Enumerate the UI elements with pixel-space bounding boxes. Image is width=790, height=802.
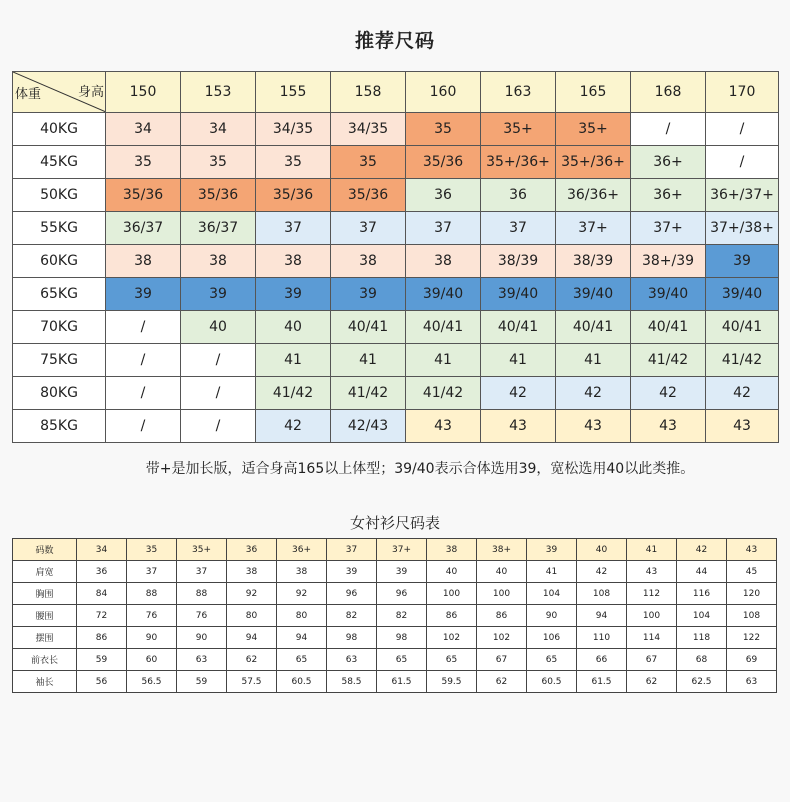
weight-label-cell: 40KG	[13, 113, 106, 146]
measure-value-cell: 94	[227, 627, 277, 649]
height-header-row	[13, 72, 779, 113]
measure-label-cell: 腰围	[13, 605, 77, 627]
shirt-measure-row	[13, 627, 777, 649]
measure-value-cell: 68	[677, 649, 727, 671]
size-cell: 39/40	[631, 278, 706, 311]
height-header-cell: 170	[706, 72, 779, 113]
measure-label-cell: 前衣长	[13, 649, 77, 671]
measure-value-cell: 38	[277, 561, 327, 583]
measure-value-cell: 94	[577, 605, 627, 627]
size-cell: 40	[181, 311, 256, 344]
size-cell: 39	[181, 278, 256, 311]
size-cell: 41/42	[331, 377, 406, 410]
weight-label-cell: 60KG	[13, 245, 106, 278]
measure-value-cell: 92	[227, 583, 277, 605]
shirt-header-cell: 34	[77, 539, 127, 561]
size-cell: 42	[706, 377, 779, 410]
measure-value-cell: 108	[577, 583, 627, 605]
size-cell: /	[181, 410, 256, 443]
size-cell: 36+/37+	[706, 179, 779, 212]
shirt-header-row	[13, 539, 777, 561]
size-cell: 41	[256, 344, 331, 377]
shirt-measure-row	[13, 583, 777, 605]
measure-value-cell: 118	[677, 627, 727, 649]
shirt-header-cell: 38	[427, 539, 477, 561]
size-cell: 39/40	[706, 278, 779, 311]
weight-label-cell: 70KG	[13, 311, 106, 344]
measure-value-cell: 67	[627, 649, 677, 671]
measure-value-cell: 80	[277, 605, 327, 627]
size-cell: 39	[106, 278, 181, 311]
measure-value-cell: 37	[127, 561, 177, 583]
size-cell: 35	[106, 146, 181, 179]
measure-value-cell: 76	[127, 605, 177, 627]
height-header-cell: 160	[406, 72, 481, 113]
size-cell: /	[106, 377, 181, 410]
size-cell: 39/40	[481, 278, 556, 311]
measure-value-cell: 57.5	[227, 671, 277, 693]
measure-value-cell: 102	[477, 627, 527, 649]
size-cell: 41	[481, 344, 556, 377]
size-cell: 38	[256, 245, 331, 278]
shirt-header-cell: 37	[327, 539, 377, 561]
measure-value-cell: 98	[327, 627, 377, 649]
size-cell: 41/42	[406, 377, 481, 410]
size-cell: 41	[406, 344, 481, 377]
shirt-header-cell: 42	[677, 539, 727, 561]
measure-value-cell: 42	[577, 561, 627, 583]
size-cell: 40	[256, 311, 331, 344]
measure-value-cell: 65	[427, 649, 477, 671]
size-cell: 35+/36+	[556, 146, 631, 179]
size-cell: 42	[481, 377, 556, 410]
size-cell: 34/35	[331, 113, 406, 146]
size-cell: 40/41	[331, 311, 406, 344]
measure-value-cell: 69	[727, 649, 777, 671]
height-header-cell: 150	[106, 72, 181, 113]
weight-label-cell: 45KG	[13, 146, 106, 179]
size-cell: 35/36	[106, 179, 181, 212]
measure-value-cell: 100	[627, 605, 677, 627]
shirt-header-cell: 37+	[377, 539, 427, 561]
weight-label-cell: 80KG	[13, 377, 106, 410]
corner-weight-label: 体重	[15, 87, 42, 102]
size-cell: 40/41	[706, 311, 779, 344]
weight-label-cell: 50KG	[13, 179, 106, 212]
size-cell: 39	[331, 278, 406, 311]
measure-value-cell: 44	[677, 561, 727, 583]
measure-value-cell: 67	[477, 649, 527, 671]
measure-label-cell: 袖长	[13, 671, 77, 693]
shirt-header-cell: 36+	[277, 539, 327, 561]
measure-label-cell: 摆围	[13, 627, 77, 649]
measure-value-cell: 100	[477, 583, 527, 605]
measure-value-cell: 62	[227, 649, 277, 671]
size-cell: 35	[256, 146, 331, 179]
weight-label-cell: 85KG	[13, 410, 106, 443]
size-note: 带+是加长版，适合身高165以上体型；39/40表示合体选用39，宽松选用40以此类推。	[145, 461, 695, 477]
size-cell: 40/41	[631, 311, 706, 344]
height-header-cell: 163	[481, 72, 556, 113]
size-cell: 37+/38+	[706, 212, 779, 245]
size-cell: /	[181, 344, 256, 377]
size-cell: 37	[331, 212, 406, 245]
size-cell: 35	[181, 146, 256, 179]
measure-value-cell: 39	[377, 561, 427, 583]
size-cell: 35/36	[331, 179, 406, 212]
size-cell: /	[706, 113, 779, 146]
recommended-size-table	[12, 71, 779, 443]
measure-value-cell: 112	[627, 583, 677, 605]
size-cell: 39/40	[406, 278, 481, 311]
measure-label-cell: 肩宽	[13, 561, 77, 583]
measure-value-cell: 45	[727, 561, 777, 583]
shirt-table-title: 女衬衫尺码表	[349, 514, 440, 532]
size-cell: 34	[181, 113, 256, 146]
size-cell: /	[106, 410, 181, 443]
shirt-header-cell: 40	[577, 539, 627, 561]
size-cell: 36	[406, 179, 481, 212]
size-cell: 42	[556, 377, 631, 410]
measure-value-cell: 88	[127, 583, 177, 605]
size-cell: 37	[481, 212, 556, 245]
measure-value-cell: 59	[177, 671, 227, 693]
weight-label-cell: 65KG	[13, 278, 106, 311]
size-cell: 39	[256, 278, 331, 311]
measure-value-cell: 84	[77, 583, 127, 605]
measure-value-cell: 108	[727, 605, 777, 627]
size-cell: 36/36+	[556, 179, 631, 212]
measure-value-cell: 80	[227, 605, 277, 627]
size-cell: 35/36	[256, 179, 331, 212]
corner-cell	[13, 72, 106, 113]
measure-value-cell: 72	[77, 605, 127, 627]
measure-value-cell: 66	[577, 649, 627, 671]
size-cell: 41/42	[706, 344, 779, 377]
size-cell: 43	[556, 410, 631, 443]
measure-value-cell: 62.5	[677, 671, 727, 693]
size-cell: 38/39	[556, 245, 631, 278]
shirt-header-cell: 码数	[13, 539, 77, 561]
measure-value-cell: 39	[327, 561, 377, 583]
measure-value-cell: 65	[527, 649, 577, 671]
measure-value-cell: 102	[427, 627, 477, 649]
size-cell: /	[181, 377, 256, 410]
size-cell: 42/43	[331, 410, 406, 443]
weight-label-cell: 75KG	[13, 344, 106, 377]
height-header-cell: 158	[331, 72, 406, 113]
size-cell: /	[706, 146, 779, 179]
measure-value-cell: 100	[427, 583, 477, 605]
measure-value-cell: 56	[77, 671, 127, 693]
size-cell: 41/42	[256, 377, 331, 410]
size-cell: 43	[406, 410, 481, 443]
shirt-size-table	[12, 538, 777, 693]
measure-value-cell: 59.5	[427, 671, 477, 693]
measure-value-cell: 104	[527, 583, 577, 605]
measure-value-cell: 86	[427, 605, 477, 627]
measure-value-cell: 98	[377, 627, 427, 649]
measure-value-cell: 62	[627, 671, 677, 693]
size-cell: 36	[481, 179, 556, 212]
measure-value-cell: 63	[727, 671, 777, 693]
size-cell: 36/37	[106, 212, 181, 245]
weight-row	[13, 179, 779, 212]
measure-value-cell: 65	[377, 649, 427, 671]
size-cell: 43	[706, 410, 779, 443]
weight-row	[13, 113, 779, 146]
size-cell: 40/41	[556, 311, 631, 344]
weight-row	[13, 377, 779, 410]
size-cell: 43	[481, 410, 556, 443]
measure-value-cell: 96	[377, 583, 427, 605]
measure-value-cell: 122	[727, 627, 777, 649]
size-cell: 34	[106, 113, 181, 146]
size-cell: 38	[406, 245, 481, 278]
measure-value-cell: 61.5	[377, 671, 427, 693]
size-cell: 39/40	[556, 278, 631, 311]
weight-row	[13, 146, 779, 179]
measure-value-cell: 96	[327, 583, 377, 605]
shirt-measure-row	[13, 649, 777, 671]
size-cell: 38	[106, 245, 181, 278]
measure-value-cell: 88	[177, 583, 227, 605]
measure-value-cell: 56.5	[127, 671, 177, 693]
size-cell: 37	[406, 212, 481, 245]
size-cell: 38	[331, 245, 406, 278]
corner-height-label: 身高	[77, 85, 104, 100]
size-cell: 41	[556, 344, 631, 377]
measure-value-cell: 120	[727, 583, 777, 605]
size-cell: 35	[406, 113, 481, 146]
weight-row	[13, 212, 779, 245]
measure-value-cell: 90	[527, 605, 577, 627]
measure-value-cell: 37	[177, 561, 227, 583]
shirt-measure-row	[13, 671, 777, 693]
size-cell: 42	[631, 377, 706, 410]
weight-row	[13, 278, 779, 311]
measure-value-cell: 110	[577, 627, 627, 649]
shirt-header-cell: 36	[227, 539, 277, 561]
measure-value-cell: 82	[377, 605, 427, 627]
shirt-header-cell: 35+	[177, 539, 227, 561]
measure-value-cell: 60	[127, 649, 177, 671]
size-cell: 42	[256, 410, 331, 443]
measure-value-cell: 58.5	[327, 671, 377, 693]
weight-row	[13, 410, 779, 443]
measure-value-cell: 40	[477, 561, 527, 583]
size-cell: 35/36	[181, 179, 256, 212]
measure-value-cell: 63	[327, 649, 377, 671]
measure-value-cell: 61.5	[577, 671, 627, 693]
measure-value-cell: 41	[527, 561, 577, 583]
shirt-measure-row	[13, 605, 777, 627]
height-header-cell: 168	[631, 72, 706, 113]
size-cell: 35+	[481, 113, 556, 146]
size-cell: 37	[256, 212, 331, 245]
height-header-cell: 165	[556, 72, 631, 113]
size-cell: 37+	[631, 212, 706, 245]
measure-value-cell: 65	[277, 649, 327, 671]
shirt-header-cell: 43	[727, 539, 777, 561]
measure-value-cell: 86	[477, 605, 527, 627]
measure-value-cell: 90	[177, 627, 227, 649]
size-cell: 36+	[631, 146, 706, 179]
measure-value-cell: 36	[77, 561, 127, 583]
shirt-header-cell: 39	[527, 539, 577, 561]
measure-value-cell: 38	[227, 561, 277, 583]
measure-value-cell: 90	[127, 627, 177, 649]
size-cell: 40/41	[481, 311, 556, 344]
measure-value-cell: 60.5	[277, 671, 327, 693]
measure-value-cell: 114	[627, 627, 677, 649]
size-cell: 36+	[631, 179, 706, 212]
measure-value-cell: 94	[277, 627, 327, 649]
size-cell: 35+	[556, 113, 631, 146]
size-cell: /	[106, 344, 181, 377]
size-cell: 38+/39	[631, 245, 706, 278]
measure-value-cell: 76	[177, 605, 227, 627]
size-cell: 35/36	[406, 146, 481, 179]
height-header-cell: 155	[256, 72, 331, 113]
size-cell: 37+	[556, 212, 631, 245]
size-cell: /	[106, 311, 181, 344]
measure-value-cell: 60.5	[527, 671, 577, 693]
weight-row	[13, 245, 779, 278]
size-cell: 38/39	[481, 245, 556, 278]
size-cell: 39	[706, 245, 779, 278]
measure-label-cell: 胸围	[13, 583, 77, 605]
weight-row	[13, 311, 779, 344]
size-cell: 41/42	[631, 344, 706, 377]
size-cell: 38	[181, 245, 256, 278]
measure-value-cell: 86	[77, 627, 127, 649]
weight-row	[13, 344, 779, 377]
weight-label-cell: 55KG	[13, 212, 106, 245]
measure-value-cell: 82	[327, 605, 377, 627]
shirt-measure-row	[13, 561, 777, 583]
measure-value-cell: 63	[177, 649, 227, 671]
shirt-header-cell: 35	[127, 539, 177, 561]
measure-value-cell: 62	[477, 671, 527, 693]
size-cell: 35	[331, 146, 406, 179]
size-cell: 34/35	[256, 113, 331, 146]
size-cell: 41	[331, 344, 406, 377]
measure-value-cell: 106	[527, 627, 577, 649]
size-cell: /	[631, 113, 706, 146]
size-cell: 43	[631, 410, 706, 443]
measure-value-cell: 59	[77, 649, 127, 671]
measure-value-cell: 92	[277, 583, 327, 605]
shirt-header-cell: 38+	[477, 539, 527, 561]
measure-value-cell: 43	[627, 561, 677, 583]
measure-value-cell: 40	[427, 561, 477, 583]
height-header-cell: 153	[181, 72, 256, 113]
measure-value-cell: 104	[677, 605, 727, 627]
size-cell: 35+/36+	[481, 146, 556, 179]
size-cell: 36/37	[181, 212, 256, 245]
size-cell: 40/41	[406, 311, 481, 344]
recommend-title: 推荐尺码	[354, 30, 435, 52]
measure-value-cell: 116	[677, 583, 727, 605]
shirt-header-cell: 41	[627, 539, 677, 561]
